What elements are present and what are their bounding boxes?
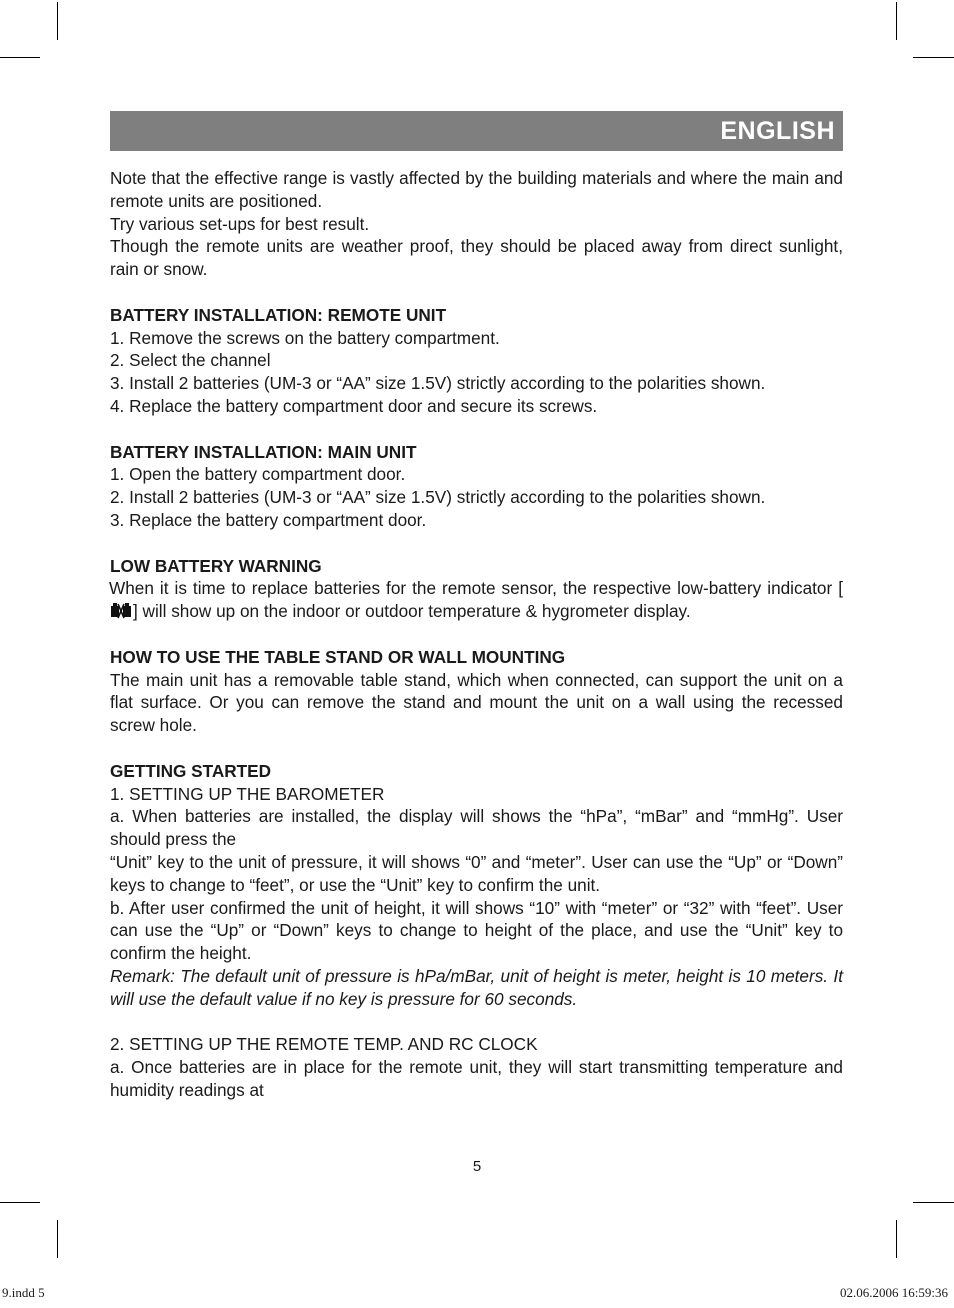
- paragraph: a. When batteries are installed, the display will shows the “hPa”, “mBar” and “mmHg”. User should press the: [110, 806, 843, 850]
- section-heading-getting-started: GETTING STARTED: [110, 760, 272, 781]
- language-title: ENGLISH: [720, 117, 835, 145]
- crop-mark: [913, 57, 954, 58]
- crop-mark: [913, 1202, 954, 1203]
- slug-timestamp: 02.06.2006 16:59:36: [840, 1285, 948, 1300]
- paragraph: b. After user confirmed the unit of height, it will shows “10” with “meter” or “32” with “feet”. User can use the “Up” or “Down” keys to change to height of the place, and use the “Unit” key to confirm the height.: [110, 897, 843, 964]
- section-heading-main-unit: BATTERY INSTALLATION: MAIN UNIT: [110, 441, 417, 462]
- intro-paragraph: Though the remote units are weather proof, they should be placed away from direct sunlight, rain or snow.: [110, 236, 843, 280]
- low-battery-icon: [109, 602, 133, 620]
- crop-mark: [896, 1220, 897, 1258]
- subsection-heading: 1. SETTING UP THE BAROMETER: [110, 783, 385, 804]
- remark-paragraph: Remark: The default unit of pressure is hPa/mBar, unit of height is meter, height is 10 meters. It will use the default value if no key is pressure for 60 seconds.: [110, 965, 843, 1009]
- section-heading-low-battery: LOW BATTERY WARNING: [110, 555, 322, 576]
- list-item: 1. Remove the screws on the battery compartment.: [110, 327, 500, 348]
- crop-mark: [0, 57, 40, 58]
- crop-mark: [57, 1220, 58, 1258]
- crop-mark: [896, 2, 897, 40]
- section-heading-stand: HOW TO USE THE TABLE STAND OR WALL MOUNTING: [110, 646, 566, 667]
- paragraph: “Unit” key to the unit of pressure, it will shows “0” and “meter”. User can use the “Up” or “Down” keys to change to “feet”, or use the “Unit” key to confirm the unit.: [110, 851, 843, 895]
- intro-paragraph: Note that the effective range is vastly affected by the building materials and where the main and remote units are positioned.: [110, 168, 843, 211]
- list-item: 4. Replace the battery compartment door and secure its screws.: [110, 395, 598, 416]
- crop-mark: [57, 2, 58, 40]
- low-battery-text: ] will show up on the indoor or outdoor temperature & hygrometer display.: [133, 601, 691, 622]
- paragraph: a. Once batteries are in place for the remote unit, they will start transmitting temperature and humidity readings at: [110, 1057, 843, 1100]
- crop-mark: [0, 1202, 40, 1203]
- list-item: 2. Install 2 batteries (UM-3 or “AA” size 1.5V) strictly according to the polarities shown.: [110, 487, 766, 508]
- subsection-heading: 2. SETTING UP THE REMOTE TEMP. AND RC CLOCK: [110, 1034, 538, 1055]
- list-item: 2. Select the channel: [110, 350, 271, 371]
- language-header-bar: [110, 111, 843, 151]
- list-item: 3. Replace the battery compartment door.: [110, 509, 427, 530]
- low-battery-paragraph: [109, 577, 843, 623]
- list-item: 1. Open the battery compartment door.: [110, 464, 406, 485]
- slug-filename: 9.indd 5: [2, 1285, 45, 1300]
- low-battery-text: When it is time to replace batteries for the remote sensor, the respective low-battery indicator [: [109, 578, 843, 599]
- list-item: 3. Install 2 batteries (UM-3 or “AA” size 1.5V) strictly according to the polarities shown.: [110, 373, 766, 394]
- page-number: 5: [472, 1158, 482, 1175]
- stand-paragraph: The main unit has a removable table stand, which when connected, can support the unit on a flat surface. Or you can remove the stand and mount the unit on a wall using the recessed screw hole.: [110, 669, 843, 736]
- section-heading-remote-unit: BATTERY INSTALLATION: REMOTE UNIT: [110, 304, 447, 325]
- intro-paragraph: Try various set-ups for best result.: [110, 213, 370, 234]
- manual-content: [110, 167, 843, 1102]
